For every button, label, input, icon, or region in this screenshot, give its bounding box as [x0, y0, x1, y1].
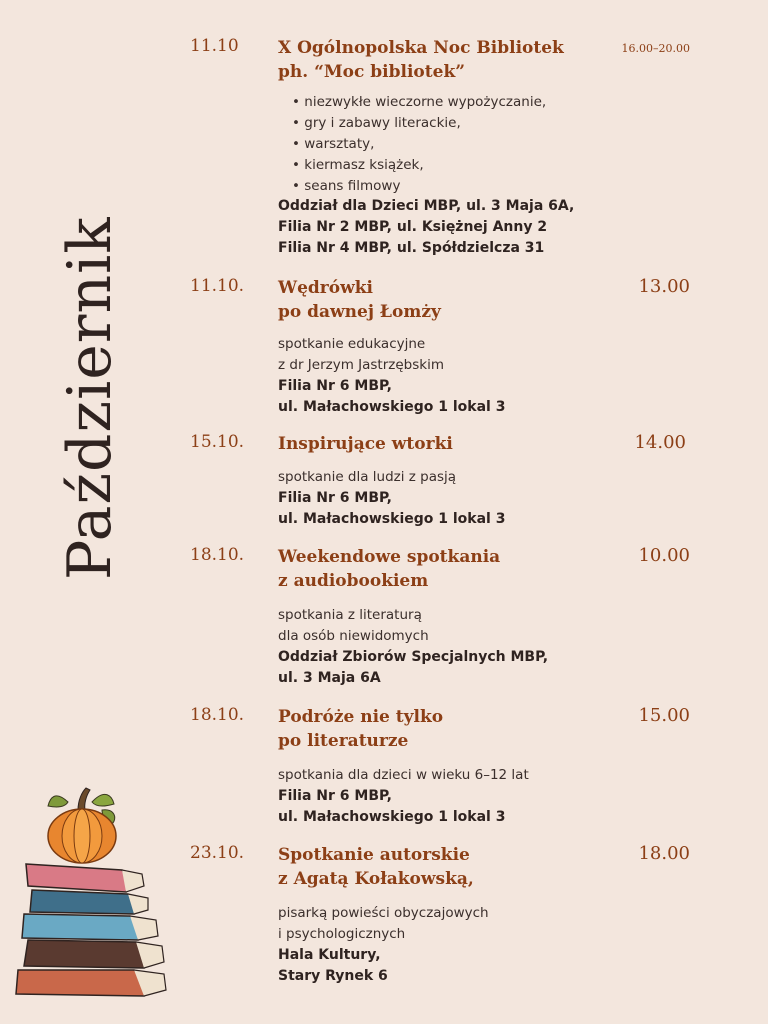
event-time: 13.00 [638, 276, 690, 297]
event-time: 15.00 [638, 705, 690, 726]
event-description: spotkania z literaturą dla osób niewidomych [278, 607, 429, 644]
event-time: 14.00 [634, 432, 686, 453]
event-time: 10.00 [638, 545, 690, 566]
event-place: Filia Nr 6 MBP, ul. Małachowskiego 1 lokal 3 [278, 788, 506, 825]
event-date: 11.10 [190, 36, 239, 56]
list-item: • seans filmowy [292, 176, 546, 197]
list-item: • kiermasz książek, [292, 155, 546, 176]
event-description: pisarką powieści obyczajowych i psychologicznych [278, 905, 489, 942]
event-date: 23.10. [190, 843, 245, 863]
list-item: • warsztaty, [292, 134, 546, 155]
event-place: Hala Kultury, Stary Rynek 6 [278, 947, 388, 984]
event-title: Weekendowe spotkania z audiobookiem [278, 547, 501, 591]
event-place: Filia Nr 6 MBP, ul. Małachowskiego 1 lokal 3 [278, 490, 506, 527]
event-time: 16.00–20.00 [621, 42, 690, 55]
event-title: Inspirujące wtorki [278, 434, 453, 454]
event-place: Filia Nr 6 MBP, ul. Małachowskiego 1 lokal 3 [278, 378, 506, 415]
pumpkin-books-icon [10, 780, 175, 1005]
list-item: • gry i zabawy literackie, [292, 113, 546, 134]
event-place: Oddział Zbiorów Specjalnych MBP, ul. 3 Maja 6A [278, 649, 549, 686]
event-description: spotkanie dla ludzi z pasją [278, 469, 457, 485]
event-date: 18.10. [190, 545, 245, 565]
event-date: 11.10. [190, 276, 245, 296]
page-title: Październik [55, 216, 125, 580]
event-description: spotkanie edukacyjne z dr Jerzym Jastrzębskim [278, 336, 444, 373]
event-date: 18.10. [190, 705, 245, 725]
list-item: • niezwykłe wieczorne wypożyczanie, [292, 92, 546, 113]
event-title: X Ogólnopolska Noc Bibliotek ph. “Moc bibliotek” [278, 38, 564, 82]
event-place: Oddział dla Dzieci MBP, ul. 3 Maja 6A, Filia Nr 2 MBP, ul. Księżnej Anny 2 Filia Nr 4 MBP, ul. Spółdzielcza 31 [278, 198, 575, 256]
event-description: spotkania dla dzieci w wieku 6–12 lat [278, 767, 529, 783]
event-activities-list [292, 92, 546, 197]
event-date: 15.10. [190, 432, 245, 452]
event-title: Podróże nie tylko po literaturze [278, 707, 444, 751]
event-title: Spotkanie autorskie z Agatą Kołakowską, [278, 845, 474, 889]
event-title: Wędrówki po dawnej Łomży [278, 278, 441, 322]
event-time: 18.00 [638, 843, 690, 864]
